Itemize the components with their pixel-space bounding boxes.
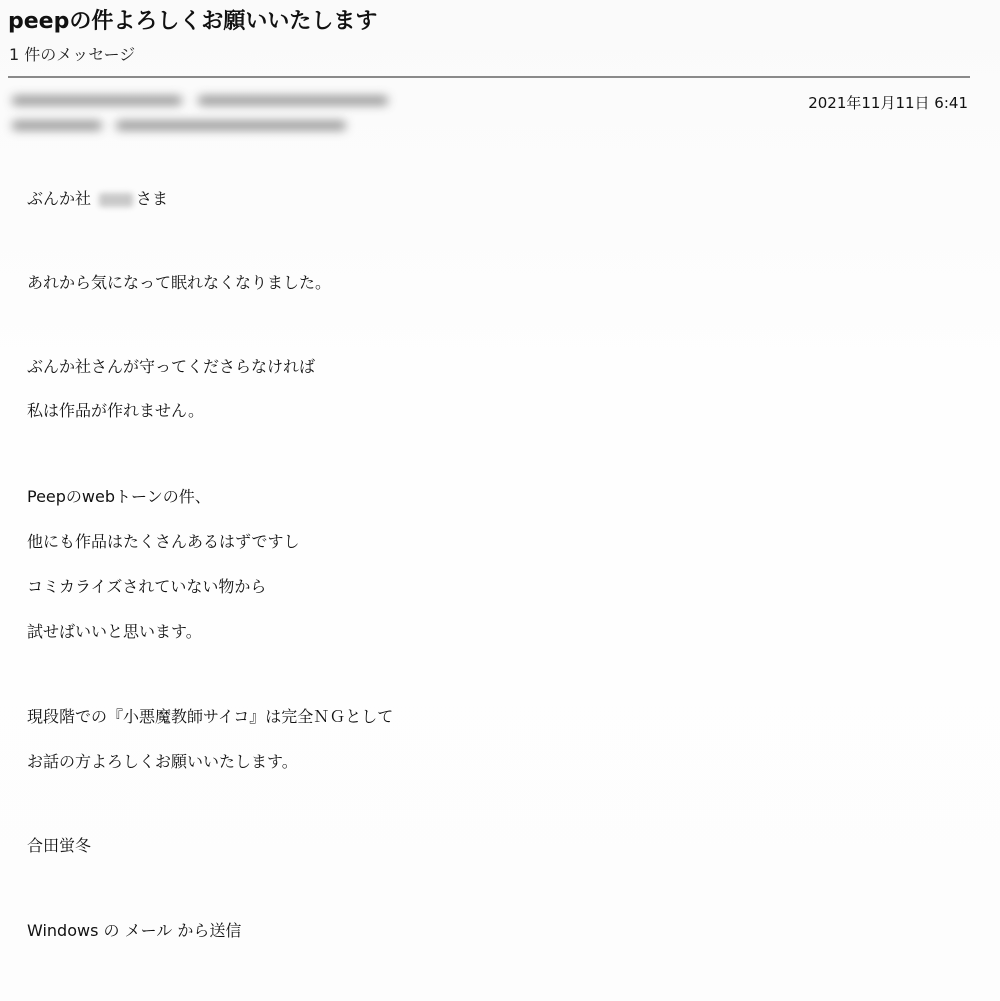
signature-name: 合田蛍冬 [27, 836, 92, 855]
recipient-name-redacted [99, 193, 133, 207]
body-line: 現段階での『小悪魔教師サイコ』は完全ＮＧとして [27, 707, 394, 726]
sender-info-redacted [8, 88, 398, 142]
body-line: お話の方よろしくお願いいたします。 [27, 752, 298, 771]
message-count: 1 件のメッセージ [9, 45, 136, 64]
body-line: コミカライズされていない物から [27, 577, 267, 596]
header-divider [8, 76, 970, 78]
body-line: 私は作品が作れません。 [27, 401, 204, 420]
email-subject: peepの件よろしくお願いいたします [8, 9, 378, 34]
greeting-honorific: さま [136, 189, 169, 208]
mail-client-footer: Windows の メール から送信 [27, 921, 242, 940]
body-line: 他にも作品はたくさんあるはずですし [27, 532, 300, 551]
body-line: Peepのwebトーンの件、 [27, 487, 211, 506]
body-line: あれから気になって眠れなくなりました。 [27, 273, 332, 292]
message-date: 2021年11月11日 6:41 [808, 94, 968, 112]
greeting-company: ぶんか社 [27, 189, 92, 208]
body-line: 試せばいいと思います。 [27, 622, 202, 641]
body-line: ぶんか社さんが守ってくださらなければ [27, 357, 316, 376]
greeting-line [27, 186, 168, 209]
